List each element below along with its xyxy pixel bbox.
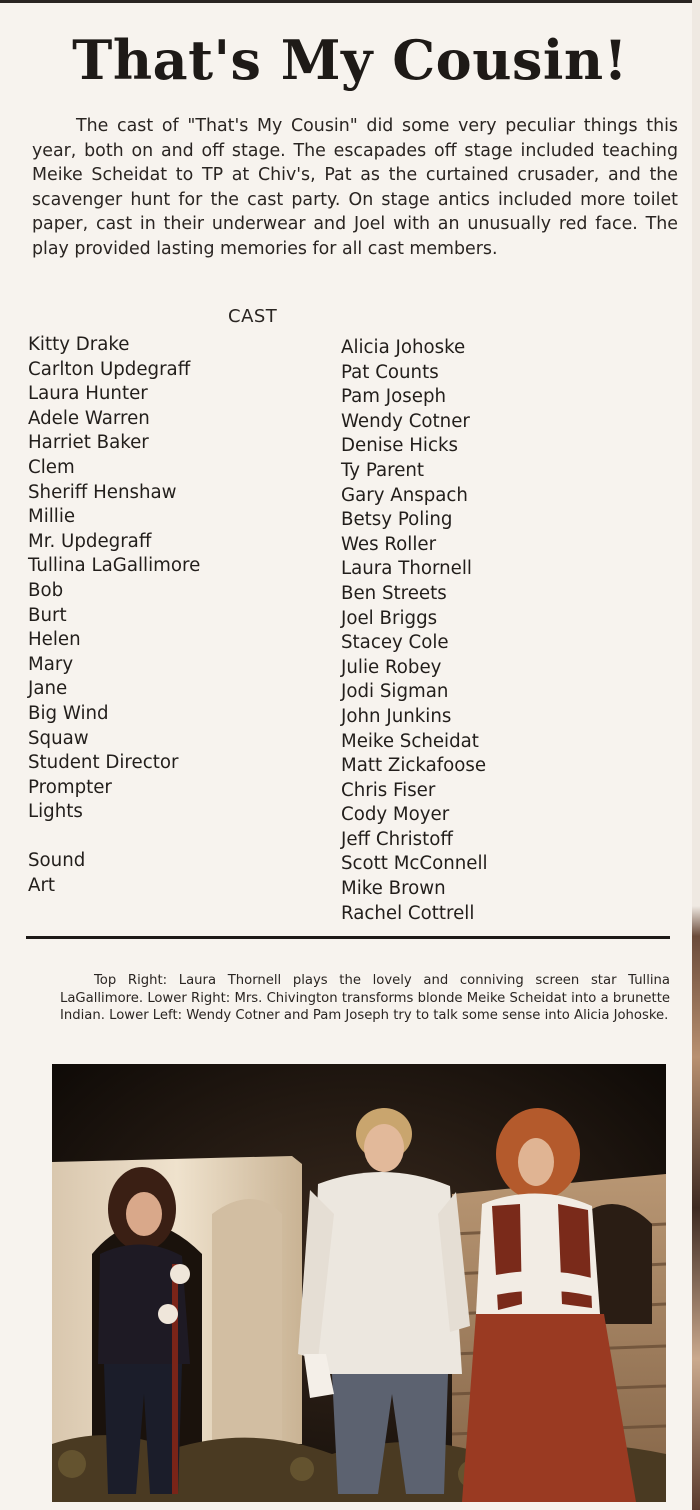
role-list	[28, 333, 200, 899]
role-name: Harriet Baker	[28, 432, 149, 454]
role-name: Tullina LaGallimore	[28, 555, 201, 577]
actor-name: Alicia Johoske	[341, 337, 466, 358]
actor-name: Laura Thornell	[341, 558, 472, 580]
role-name: Art	[28, 875, 56, 897]
page-title: That's My Cousin!	[72, 28, 628, 92]
role-name: Adele Warren	[28, 407, 150, 429]
actor-name: Wendy Cotner	[341, 410, 470, 432]
actor-name: Rachel Cottrell	[341, 902, 475, 924]
role-name: Lights	[28, 801, 83, 823]
actor-name: Betsy Poling	[341, 509, 453, 531]
actor-name: Wes Roller	[341, 533, 437, 555]
cast-heading: CAST	[228, 306, 278, 327]
intro-paragraph: The cast of "That's My Cousin" did some very peculiar things this year, both on and off stage. The escapades off stage included teaching Meike Scheidat to TP at Chiv's, Pat as the curtained crusader, and the scavenger hunt for the cast party. On stage antics included more toilet paper, cast in their underwear and Joel with an unusually red face. The play provided lasting memories for all cast members.	[32, 116, 678, 259]
role-name: Kitty Drake	[28, 334, 130, 355]
actor-name: Denise Hicks	[341, 435, 458, 457]
actor-name: Jeff Christoff	[341, 828, 453, 850]
role-name: Clem	[28, 456, 75, 478]
role-name: Student Director	[28, 752, 179, 774]
role-name: Sound	[28, 850, 86, 872]
role-name: Big Wind	[28, 702, 109, 724]
actor-name: Chris Fiser	[341, 779, 436, 801]
actor-name: Jodi Sigman	[341, 681, 449, 703]
role-name: Mary	[28, 653, 74, 675]
actor-name: Scott McConnell	[341, 853, 488, 875]
photo-caption: Top Right: Laura Thornell plays the lovely and conniving screen star Tullina LaGallimore. Lower Right: Mrs. Chivington transforms blonde Meike Scheidat into a brunette Indian. Lower Left: Wendy Cotner and Pam Joseph try to talk some sense into Alicia Johoske.	[60, 973, 670, 1023]
actor-name: Stacey Cole	[341, 632, 449, 654]
actor-name: Gary Anspach	[341, 484, 468, 506]
role-name: Carlton Updegraff	[28, 358, 191, 380]
actor-name: Joel Briggs	[341, 607, 438, 629]
role-name: Prompter	[28, 776, 112, 798]
actor-name: Julie Robey	[341, 656, 442, 678]
actor-name: Matt Zickafoose	[341, 755, 487, 777]
actor-name: Ty Parent	[341, 459, 425, 481]
stage-photo-illustration	[52, 1064, 666, 1502]
role-name: Mr. Updegraff	[28, 530, 152, 552]
role-name: Bob	[28, 579, 64, 601]
role-name: Millie	[28, 506, 76, 528]
actor-name: Ben Streets	[341, 582, 447, 604]
actor-name: Pat Counts	[341, 361, 439, 383]
actor-list	[341, 336, 488, 926]
role-name: Laura Hunter	[28, 383, 148, 405]
divider-rule	[26, 936, 670, 939]
actor-name: Meike Scheidat	[341, 730, 479, 752]
actor-name: Pam Joseph	[341, 386, 447, 408]
actor-name: Mike Brown	[341, 878, 446, 900]
role-name: Squaw	[28, 727, 89, 749]
top-edge	[0, 0, 700, 3]
role-name: Helen	[28, 629, 81, 651]
role-name: Burt	[28, 604, 67, 626]
role-name	[28, 825, 200, 850]
adjacent-page-edge	[692, 0, 700, 1510]
role-name: Sheriff Henshaw	[28, 481, 177, 503]
actor-name: Cody Moyer	[341, 804, 450, 826]
role-name: Jane	[28, 678, 68, 700]
actor-name: John Junkins	[341, 705, 452, 727]
stage-photo	[52, 1064, 666, 1502]
